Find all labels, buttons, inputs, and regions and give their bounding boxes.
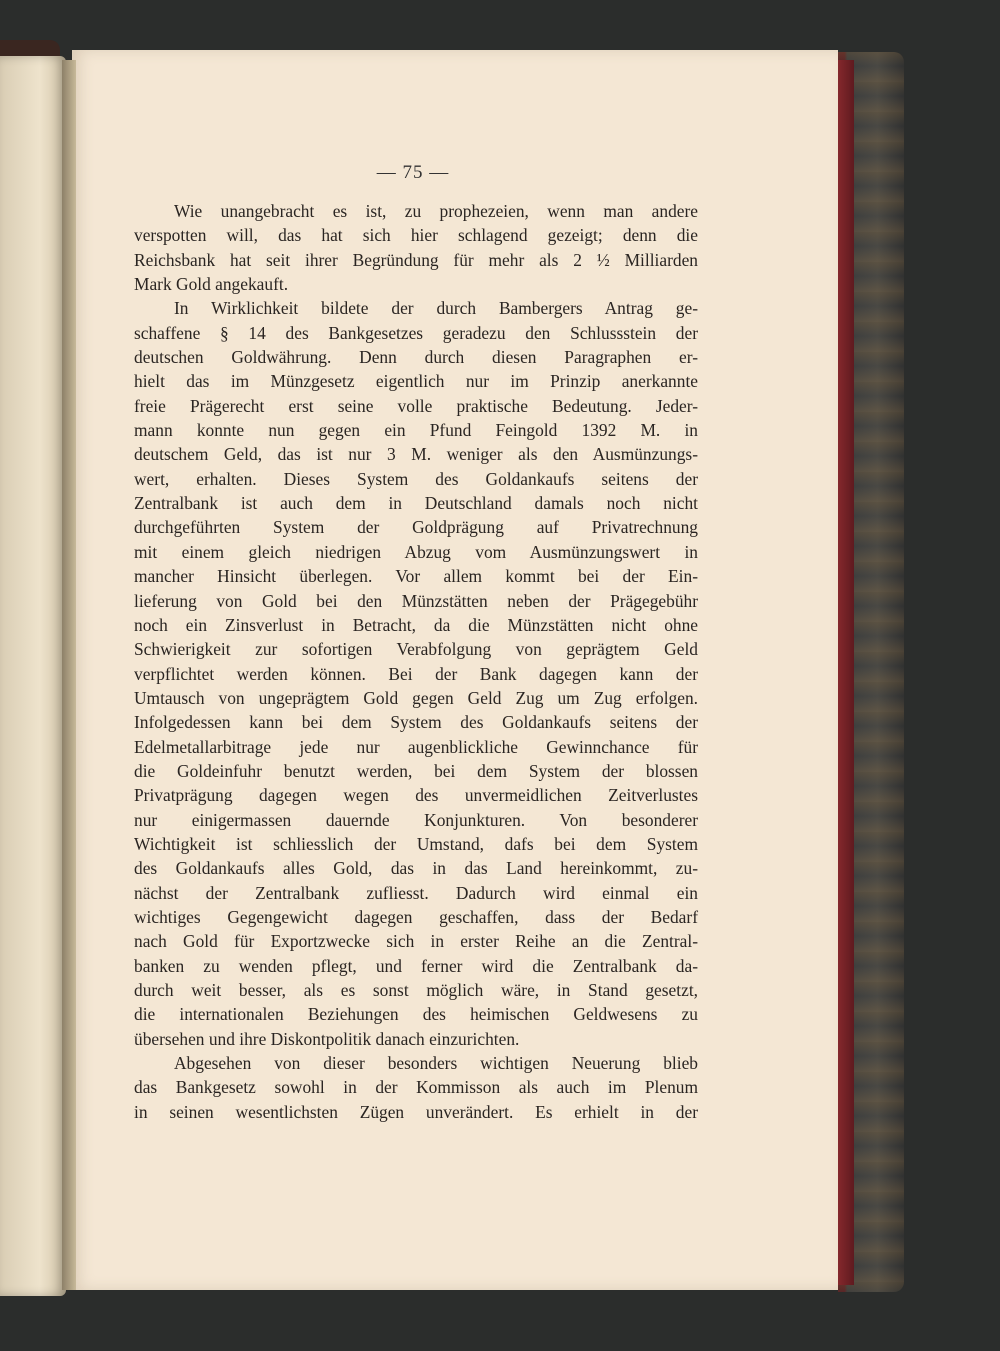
text-line: verspotten will, das hat sich hier schlagend gezeigt; denn die [134,225,698,246]
text-line: durchgeführten System der Goldprägung auf Privatrechnung [134,517,698,538]
text-line: Edelmetallarbitrage jede nur augenblickliche Gewinnchance für [134,736,698,757]
text-line: wichtiges Gegengewicht dagegen geschaffen, dass der Bedarf [134,906,698,927]
page-red-edge [836,60,854,1285]
page-number: — 75 — [376,162,450,183]
text-line: In Wirklichkeit bildete der durch Bambergers Antrag ge- [174,298,698,319]
text-line: schaffene § 14 des Bankgesetzes geradezu den Schlussstein der [134,322,698,343]
text-line: verpflichtet werden können. Bei der Bank dagegen kann der [134,663,698,684]
text-line: deutschem Geld, das ist nur 3 M. weniger als den Ausmünzungs- [134,444,698,465]
text-line: Mark Gold angekauft. [134,274,289,295]
text-line: übersehen und ihre Diskontpolitik danach einzurichten. [134,1028,520,1049]
text-line: das Bankgesetz sowohl in der Kommisson als auch im Plenum [134,1077,698,1098]
text-line: mit einem gleich niedrigen Abzug vom Ausmünzungswert in [134,541,698,562]
text-line: die Goldeinfuhr benutzt werden, bei dem System der blossen [134,760,698,781]
text-line: Wichtigkeit ist schliesslich der Umstand, dafs bei dem System [134,833,698,854]
text-line: durch weit besser, als es sonst möglich wäre, in Stand gesetzt, [134,980,698,1000]
text-line: nächst der Zentralbank zufliesst. Dadurch wird einmal ein [134,882,698,903]
text-line: wert, erhalten. Dieses System des Goldankaufs seitens der [134,468,698,489]
text-line: mancher Hinsicht überlegen. Vor allem kommt bei der Ein- [134,566,698,587]
text-line: deutschen Goldwährung. Denn durch diesen Paragraphen er- [134,347,698,368]
text-line: Schwierigkeit zur sofortigen Verabfolgung von geprägtem Geld [134,639,698,660]
text-line: Umtausch von ungeprägtem Gold gegen Geld Zug um Zug erfolgen. [134,687,698,708]
text-line: mann konnte nun gegen ein Pfund Feingold 1392 M. in [134,420,698,441]
text-line: freie Prägerecht erst seine volle praktische Bedeutung. Jeder- [134,395,698,416]
text-line: banken zu wenden pflegt, und ferner wird die Zentralbank da- [134,955,698,976]
text-line: Abgesehen von dieser besonders wichtigen Neuerung blieb [174,1053,698,1074]
text-line: in seinen wesentlichsten Zügen unverändert. Es erhielt in der [134,1101,698,1122]
text-line: Zentralbank ist auch dem in Deutschland damals noch nicht [134,493,698,514]
text-line: nur einigermassen dauernde Konjunkturen. Von besonderer [134,809,698,830]
book-gutter [62,60,76,1290]
text-line: Privatprägung dagegen wegen des unvermeidlichen Zeitverlustes [134,785,698,806]
text-line: die internationalen Beziehungen des heimischen Geldwesens zu [134,1004,698,1025]
text-line: hielt das im Münzgesetz eigentlich nur im Prinzip anerkannte [134,371,698,392]
text-line: Infolgedessen kann bei dem System des Goldankaufs seitens der [134,712,698,733]
text-line: noch ein Zinsverlust in Betracht, da die Münzstätten nicht ohne [134,614,698,635]
text-line: Reichsbank hat seit ihrer Begründung für mehr als 2 ½ Milliarden [134,249,698,270]
left-page-edge [0,56,66,1296]
body-text [134,199,698,1124]
text-line: nach Gold für Exportzwecke sich in erster Reihe an die Zentral- [134,931,698,952]
text-line: Wie unangebracht es ist, zu prophezeien, wenn man andere [174,201,698,221]
text-line: des Goldankaufs alles Gold, das in das Land hereinkommt, zu- [134,858,698,879]
text-line: lieferung von Gold bei den Münzstätten neben der Prägegebühr [134,590,698,611]
